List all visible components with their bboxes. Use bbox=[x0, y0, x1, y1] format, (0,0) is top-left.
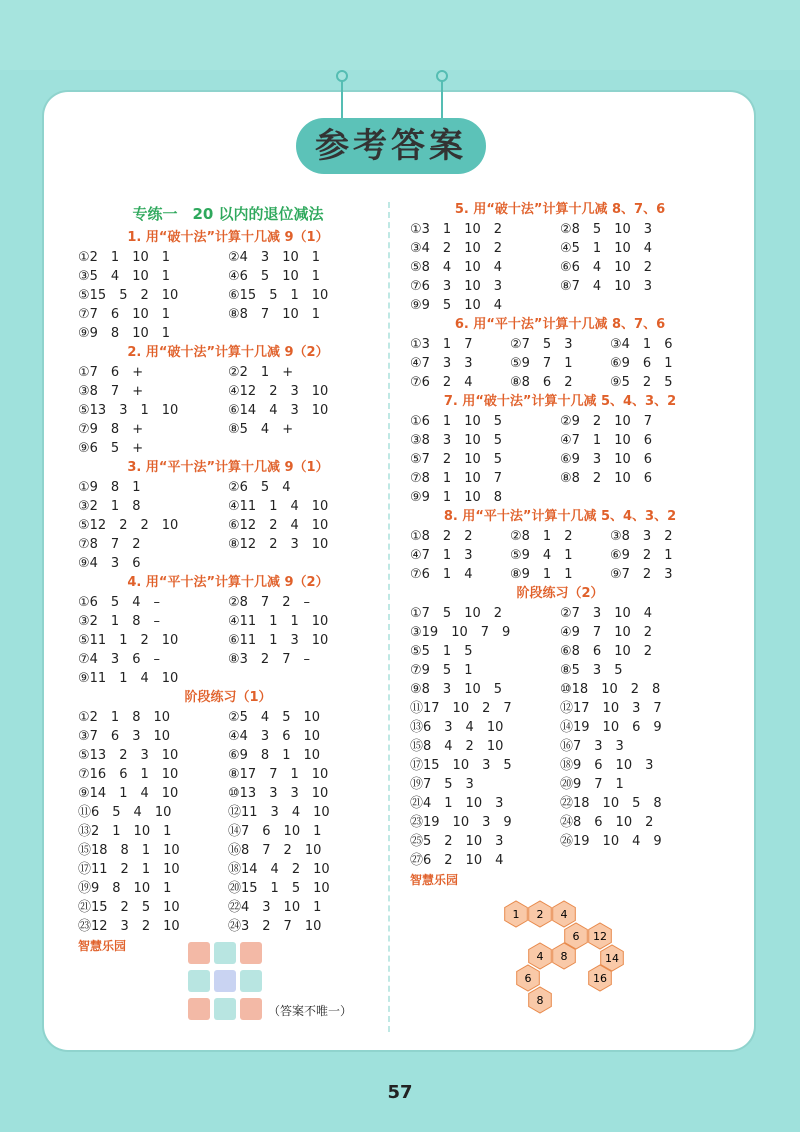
section-heading: 8. 用“平十法”计算十几减 5、4、3、2 bbox=[443, 509, 677, 524]
answer-cell: ⑳9 7 1 bbox=[560, 777, 624, 792]
answer-cell: ④11 1 4 10 bbox=[228, 499, 329, 514]
answer-cell: ②8 5 10 3 bbox=[560, 222, 653, 237]
hexagon-number: 1 bbox=[512, 908, 520, 921]
answer-row bbox=[410, 335, 710, 354]
answer-cell bbox=[560, 851, 710, 870]
answer-cell: ⑤7 2 10 5 bbox=[410, 452, 503, 467]
answer-cell: ③4 2 10 2 bbox=[410, 241, 503, 256]
answer-cell: ②2 1 + bbox=[228, 365, 294, 380]
answer-cell: ⑫11 3 4 10 bbox=[228, 805, 330, 820]
answer-cell: ⑥6 4 10 2 bbox=[560, 260, 653, 275]
hanger-left bbox=[341, 78, 343, 122]
answer-row bbox=[78, 803, 378, 822]
puzzle-tile-icon bbox=[188, 970, 210, 992]
answer-cell: ㉗6 2 10 4 bbox=[410, 853, 504, 868]
answer-cell: ⑥14 4 3 10 bbox=[228, 403, 329, 418]
page-number: 57 bbox=[387, 1082, 413, 1103]
answer-cell: ③8 7 + bbox=[78, 384, 144, 399]
answer-cell: ⑩13 3 3 10 bbox=[228, 786, 329, 801]
answer-cell: ②8 7 2 – bbox=[228, 595, 310, 610]
answer-cell: ⑧17 7 1 10 bbox=[228, 767, 329, 782]
answer-row bbox=[410, 623, 710, 642]
answer-row bbox=[78, 631, 378, 650]
answer-cell: ④5 1 10 4 bbox=[560, 241, 653, 256]
answer-cell: ⑨14 1 4 10 bbox=[78, 786, 179, 801]
answer-cell: ②4 3 10 1 bbox=[228, 250, 321, 265]
answer-row bbox=[410, 450, 710, 469]
answer-row bbox=[78, 669, 378, 688]
answer-cell: ㉑15 2 5 10 bbox=[78, 900, 180, 915]
page-title: 参考答案 bbox=[296, 118, 486, 174]
section-heading: 3. 用“平十法”计算十几减 9（1） bbox=[127, 460, 329, 475]
hexagon-number: 14 bbox=[605, 952, 619, 965]
answer-cell: ①6 1 10 5 bbox=[410, 414, 503, 429]
answer-cell: ③4 1 6 bbox=[610, 337, 673, 352]
answer-cell: ⑫17 10 3 7 bbox=[560, 701, 662, 716]
answer-cell: ⑥12 2 4 10 bbox=[228, 518, 329, 533]
answer-row bbox=[78, 554, 378, 573]
answer-cell: ⑤9 4 1 bbox=[510, 548, 573, 563]
answer-row bbox=[410, 277, 710, 296]
answer-row bbox=[410, 354, 710, 373]
answer-cell: ②9 2 10 7 bbox=[560, 414, 653, 429]
answer-row bbox=[78, 305, 378, 324]
answer-cell: ①3 1 7 bbox=[410, 337, 473, 352]
answer-row bbox=[78, 860, 378, 879]
hexagon-number: 2 bbox=[536, 908, 544, 921]
answer-cell: ③8 3 10 5 bbox=[410, 433, 503, 448]
answer-cell: ⑧9 1 1 bbox=[510, 567, 573, 582]
answer-cell: ⑪6 5 4 10 bbox=[78, 805, 172, 820]
answer-cell: ㉖19 10 4 9 bbox=[560, 834, 662, 849]
answer-row bbox=[410, 756, 710, 775]
answer-cell: ⑧12 2 3 10 bbox=[228, 537, 329, 552]
answer-cell: ④7 1 10 6 bbox=[560, 433, 653, 448]
answer-cell: ⑦9 5 1 bbox=[410, 663, 473, 678]
answer-row bbox=[410, 258, 710, 277]
answer-cell bbox=[228, 439, 378, 458]
answer-cell: ⑧8 2 10 6 bbox=[560, 471, 653, 486]
answer-cell: ⑤13 2 3 10 bbox=[78, 748, 179, 763]
answer-cell: ②6 5 4 bbox=[228, 480, 291, 495]
answer-cell: ⑨7 2 3 bbox=[610, 567, 673, 582]
answer-cell: ⑰11 2 1 10 bbox=[78, 862, 180, 877]
answer-row bbox=[78, 765, 378, 784]
answer-row bbox=[78, 612, 378, 631]
hanger-right bbox=[441, 78, 443, 122]
garden-label: 智慧乐园 bbox=[410, 873, 459, 887]
answer-cell: ⑧5 3 5 bbox=[560, 663, 623, 678]
answer-cell: ②7 5 3 bbox=[510, 337, 573, 352]
hexagon-number: 8 bbox=[560, 950, 568, 963]
puzzle-tile-icon bbox=[240, 998, 262, 1020]
answer-cell: ㉓12 3 2 10 bbox=[78, 919, 180, 934]
answer-cell: ④9 7 10 2 bbox=[560, 625, 653, 640]
hexagon-number: 4 bbox=[560, 908, 568, 921]
answer-row bbox=[410, 469, 710, 488]
section-heading: 阶段练习（1） bbox=[184, 690, 272, 705]
answer-row bbox=[410, 699, 710, 718]
answer-row bbox=[410, 239, 710, 258]
answer-cell: ⑤13 3 1 10 bbox=[78, 403, 179, 418]
answer-cell: ⑦6 1 4 bbox=[410, 567, 473, 582]
answer-row bbox=[78, 746, 378, 765]
answer-cell: ⑧7 4 10 3 bbox=[560, 279, 653, 294]
answer-cell bbox=[228, 554, 378, 573]
answer-cell: ⑥15 5 1 10 bbox=[228, 288, 329, 303]
answer-cell: ①2 1 10 1 bbox=[78, 250, 171, 265]
answer-row bbox=[78, 439, 378, 458]
right-column bbox=[410, 200, 710, 890]
top-band bbox=[0, 0, 800, 70]
answer-cell: ⑦6 3 10 3 bbox=[410, 279, 503, 294]
answer-cell: ⑦16 6 1 10 bbox=[78, 767, 179, 782]
answer-cell: ⑭7 6 10 1 bbox=[228, 824, 322, 839]
answer-row bbox=[410, 488, 710, 507]
answer-row bbox=[410, 296, 710, 315]
answer-row bbox=[410, 373, 710, 392]
answer-row bbox=[410, 737, 710, 756]
answer-cell: ③2 1 8 bbox=[78, 499, 141, 514]
answer-cell: ⑨9 5 10 4 bbox=[410, 298, 503, 313]
puzzle-icon-grid bbox=[188, 942, 268, 1022]
answer-cell: ⑤15 5 2 10 bbox=[78, 288, 179, 303]
answer-cell: ⑯7 3 3 bbox=[560, 739, 624, 754]
answer-note: （答案不唯一） bbox=[268, 1004, 353, 1018]
section-heading: 6. 用“平十法”计算十几减 8、7、6 bbox=[454, 317, 666, 332]
answer-row bbox=[410, 775, 710, 794]
answer-cell: ⑤12 2 2 10 bbox=[78, 518, 179, 533]
answer-cell: ⑲9 8 10 1 bbox=[78, 881, 172, 896]
answer-row bbox=[78, 267, 378, 286]
answer-cell: ⑥9 6 1 bbox=[610, 356, 673, 371]
answer-cell: ㉒4 3 10 1 bbox=[228, 900, 322, 915]
answer-cell: ④7 1 3 bbox=[410, 548, 473, 563]
puzzle-tile-icon bbox=[188, 942, 210, 964]
answer-cell: ④7 3 3 bbox=[410, 356, 473, 371]
puzzle-tile-icon bbox=[214, 998, 236, 1020]
answer-row bbox=[78, 516, 378, 535]
answer-row bbox=[410, 565, 710, 584]
answer-row bbox=[410, 832, 710, 851]
answer-cell: ⑦7 6 10 1 bbox=[78, 307, 171, 322]
answer-cell: ㉔8 6 10 2 bbox=[560, 815, 654, 830]
answer-row bbox=[410, 642, 710, 661]
answer-cell: ④11 1 1 10 bbox=[228, 614, 329, 629]
answer-row bbox=[78, 324, 378, 343]
answer-cell: ⑩18 10 2 8 bbox=[560, 682, 661, 697]
answer-cell: ⑬6 3 4 10 bbox=[410, 720, 504, 735]
answer-cell: ②7 3 10 4 bbox=[560, 606, 653, 621]
hexagon-number: 12 bbox=[593, 930, 607, 943]
answer-row bbox=[410, 661, 710, 680]
answer-row bbox=[78, 784, 378, 803]
answer-cell: ⑥8 6 10 2 bbox=[560, 644, 653, 659]
answer-row bbox=[78, 727, 378, 746]
answer-cell: ⑤9 7 1 bbox=[510, 356, 573, 371]
answer-row bbox=[410, 851, 710, 870]
section-heading: 2. 用“破十法”计算十几减 9（2） bbox=[127, 345, 329, 360]
answer-row bbox=[78, 898, 378, 917]
answer-cell: ⑱9 6 10 3 bbox=[560, 758, 654, 773]
answer-cell: ④12 2 3 10 bbox=[228, 384, 329, 399]
answer-row bbox=[410, 718, 710, 737]
answer-row bbox=[78, 420, 378, 439]
hexagon-number: 8 bbox=[536, 994, 544, 1007]
answer-row bbox=[78, 879, 378, 898]
answer-row bbox=[78, 708, 378, 727]
answer-row bbox=[410, 604, 710, 623]
puzzle-tile-icon bbox=[240, 970, 262, 992]
answer-row bbox=[410, 813, 710, 832]
answer-row bbox=[78, 382, 378, 401]
answer-cell: ③7 6 3 10 bbox=[78, 729, 171, 744]
puzzle-tile-icon bbox=[214, 970, 236, 992]
hexagon-number: 6 bbox=[572, 930, 580, 943]
answer-row bbox=[78, 497, 378, 516]
answer-cell: ㉑4 1 10 3 bbox=[410, 796, 504, 811]
answer-cell: ㉕5 2 10 3 bbox=[410, 834, 504, 849]
answer-cell: ①7 6 + bbox=[78, 365, 144, 380]
answer-cell: ①7 5 10 2 bbox=[410, 606, 503, 621]
answer-cell: ①2 1 8 10 bbox=[78, 710, 171, 725]
answer-cell: ㉒18 10 5 8 bbox=[560, 796, 662, 811]
answer-cell: ⑦8 7 2 bbox=[78, 537, 141, 552]
answer-cell: ④6 5 10 1 bbox=[228, 269, 321, 284]
answer-cell: ⑥9 3 10 6 bbox=[560, 452, 653, 467]
puzzle-tile-icon bbox=[188, 998, 210, 1020]
answer-cell: ⑮8 4 2 10 bbox=[410, 739, 504, 754]
hexagon-puzzle bbox=[490, 896, 650, 1026]
answer-row bbox=[78, 593, 378, 612]
hexagon-number: 4 bbox=[536, 950, 544, 963]
answer-cell: ①8 2 2 bbox=[410, 529, 473, 544]
answer-row bbox=[410, 794, 710, 813]
main-heading: 专练一 20 以内的退位减法 bbox=[132, 205, 324, 223]
left-column bbox=[78, 200, 378, 956]
answer-cell: ⑨9 8 10 1 bbox=[78, 326, 171, 341]
answer-cell: ⑯8 7 2 10 bbox=[228, 843, 322, 858]
answer-row bbox=[410, 431, 710, 450]
answer-cell: ⑥11 1 3 10 bbox=[228, 633, 329, 648]
answer-cell: ㉔3 2 7 10 bbox=[228, 919, 322, 934]
answer-cell: ②8 1 2 bbox=[510, 529, 573, 544]
answer-row bbox=[78, 650, 378, 669]
answer-cell: ⑨5 2 5 bbox=[610, 375, 673, 390]
answer-cell: ①9 8 1 bbox=[78, 480, 141, 495]
answer-cell bbox=[560, 296, 710, 315]
answer-cell: ⑨11 1 4 10 bbox=[78, 671, 179, 686]
answer-cell: ⑪17 10 2 7 bbox=[410, 701, 512, 716]
hexagon-number: 6 bbox=[524, 972, 532, 985]
answer-cell: ⑮18 8 1 10 bbox=[78, 843, 180, 858]
answer-row bbox=[78, 822, 378, 841]
answer-cell: ⑨4 3 6 bbox=[78, 556, 141, 571]
answer-cell: ⑥9 8 1 10 bbox=[228, 748, 321, 763]
answer-row bbox=[78, 401, 378, 420]
garden-label: 智慧乐园 bbox=[78, 939, 127, 953]
answer-cell bbox=[560, 488, 710, 507]
answer-cell: ④4 3 6 10 bbox=[228, 729, 321, 744]
answer-row bbox=[78, 841, 378, 860]
column-divider bbox=[388, 202, 390, 1032]
answer-cell: ⑨9 1 10 8 bbox=[410, 490, 503, 505]
answer-row bbox=[78, 363, 378, 382]
answer-cell: ③8 3 2 bbox=[610, 529, 673, 544]
answer-cell: ⑧8 6 2 bbox=[510, 375, 573, 390]
answer-row bbox=[78, 535, 378, 554]
answer-row bbox=[78, 917, 378, 936]
puzzle-tile-icon bbox=[214, 942, 236, 964]
answer-cell: ①6 5 4 – bbox=[78, 595, 160, 610]
answer-cell: ⑤5 1 5 bbox=[410, 644, 473, 659]
answer-cell: ⑥9 2 1 bbox=[610, 548, 673, 563]
answer-cell: ②5 4 5 10 bbox=[228, 710, 321, 725]
answer-cell: ㉓19 10 3 9 bbox=[410, 815, 512, 830]
answer-cell: ⑬2 1 10 1 bbox=[78, 824, 172, 839]
answer-cell bbox=[228, 324, 378, 343]
answer-row bbox=[410, 527, 710, 546]
answer-row bbox=[410, 546, 710, 565]
puzzle-tile-icon bbox=[240, 942, 262, 964]
answer-row bbox=[410, 220, 710, 239]
section-heading: 5. 用“破十法”计算十几减 8、7、6 bbox=[454, 202, 666, 217]
answer-cell: ⑨8 3 10 5 bbox=[410, 682, 503, 697]
answer-cell: ⑦4 3 6 – bbox=[78, 652, 160, 667]
answer-cell: ⑨6 5 + bbox=[78, 441, 144, 456]
answer-cell: ⑦8 1 10 7 bbox=[410, 471, 503, 486]
answer-cell: ③2 1 8 – bbox=[78, 614, 160, 629]
answer-cell: ⑤11 1 2 10 bbox=[78, 633, 179, 648]
answer-row bbox=[78, 478, 378, 497]
answer-cell: ⑱14 4 2 10 bbox=[228, 862, 330, 877]
answer-cell: ⑲7 5 3 bbox=[410, 777, 474, 792]
answer-row bbox=[410, 680, 710, 699]
answer-cell: ⑦9 8 + bbox=[78, 422, 144, 437]
section-heading: 7. 用“破十法”计算十几减 5、4、3、2 bbox=[443, 394, 677, 409]
section-heading: 4. 用“平十法”计算十几减 9（2） bbox=[127, 575, 329, 590]
hexagon-number: 16 bbox=[593, 972, 607, 985]
answer-cell: ⑭19 10 6 9 bbox=[560, 720, 662, 735]
answer-cell: ⑤8 4 10 4 bbox=[410, 260, 503, 275]
answer-cell: ⑰15 10 3 5 bbox=[410, 758, 512, 773]
answer-cell: ⑧3 2 7 – bbox=[228, 652, 310, 667]
answer-cell: ①3 1 10 2 bbox=[410, 222, 503, 237]
answer-row bbox=[78, 248, 378, 267]
section-heading: 阶段练习（2） bbox=[516, 586, 604, 601]
answer-cell: ⑧5 4 + bbox=[228, 422, 294, 437]
answer-cell bbox=[228, 669, 378, 688]
answer-row bbox=[78, 286, 378, 305]
section-heading: 1. 用“破十法”计算十几减 9（1） bbox=[127, 230, 329, 245]
answer-cell: ⑦6 2 4 bbox=[410, 375, 473, 390]
answer-cell: ③19 10 7 9 bbox=[410, 625, 511, 640]
answer-cell: ⑳15 1 5 10 bbox=[228, 881, 330, 896]
answer-cell: ⑧8 7 10 1 bbox=[228, 307, 321, 322]
answer-cell: ③5 4 10 1 bbox=[78, 269, 171, 284]
answer-row bbox=[410, 412, 710, 431]
